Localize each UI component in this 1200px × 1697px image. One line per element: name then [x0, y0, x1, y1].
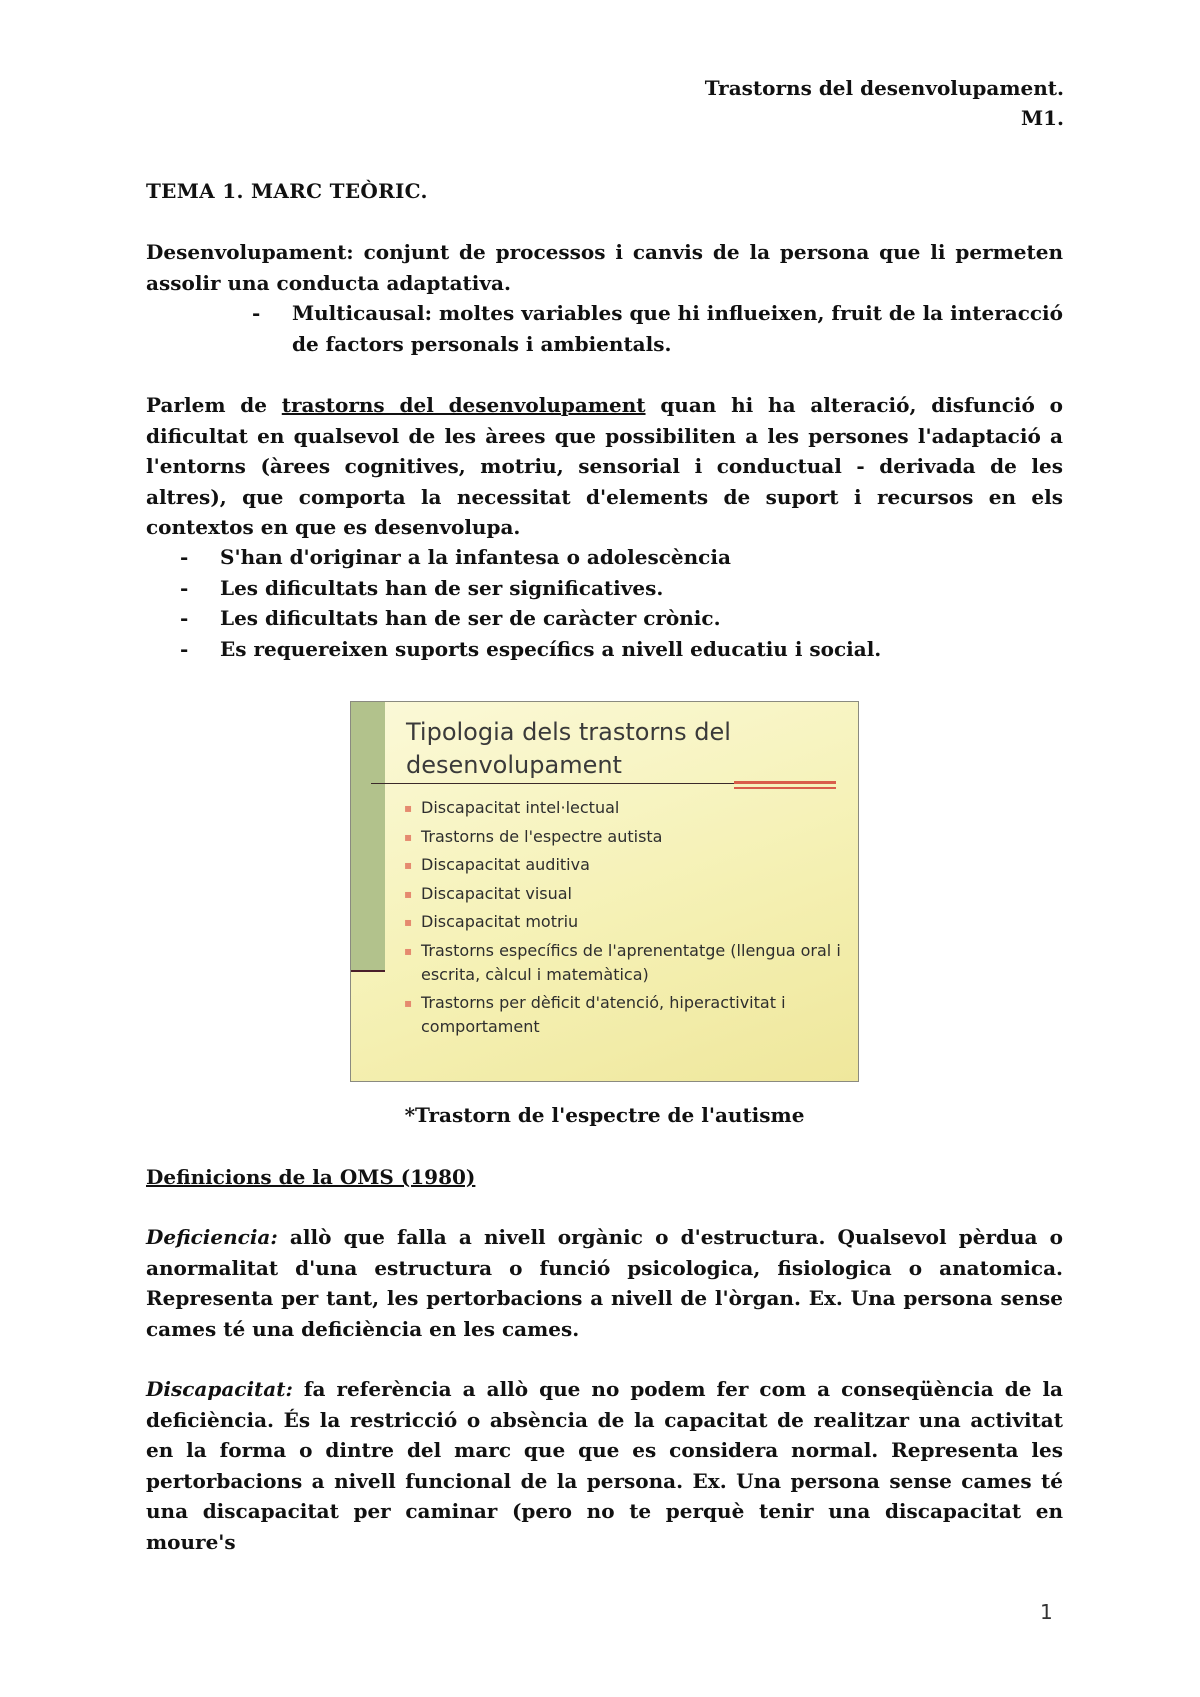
square-bullet-icon: ▪ [404, 801, 413, 815]
list-item [180, 542, 1063, 573]
paragraph-development-definition: Desenvolupament: conjunt de processos i canvis de la persona que li permeten assolir una conducta adaptativa. [146, 240, 1063, 295]
list-item-multicausal [252, 298, 1063, 359]
slide-accent-rule [734, 787, 836, 789]
square-bullet-icon: ▪ [404, 886, 413, 901]
list-dash: - [180, 606, 189, 630]
paragraph-text: allò que falla a nivell orgànic o d'estructura. Qualsevol pèrdua o anormalitat d'una estructura o funció psicologica, fisiologica o anatomica. Representa per tant, les pertorbacions a nivell de l'òrgan. Ex. Una persona sense cames té una deficiència en les cames. [146, 1225, 1063, 1341]
section-title: TEMA 1. MARC TEÒRIC. [146, 179, 428, 203]
list-item-text: S'han d'originar a la infantesa o adolescència [220, 545, 731, 569]
slide-list-item [403, 853, 843, 877]
list-dash: - [180, 575, 189, 600]
slide-list-item-text: Trastorns per dèficit d'atenció, hiperactivitat i comportament [421, 993, 786, 1036]
defined-term: Discapacitat: [146, 1377, 293, 1401]
square-bullet-icon: ▪ [404, 996, 413, 1010]
slide-accent-rule [734, 781, 836, 784]
slide-title-line: Tipologia dels trastorns del [406, 718, 731, 746]
slide-list-item [403, 882, 843, 906]
slide-list-item-text: Discapacitat intel·lectual [421, 798, 620, 817]
list-item [180, 634, 1063, 665]
slide-list-item-text: Discapacitat visual [421, 883, 572, 903]
slide-caption: *Trastorn de l'espectre de l'autisme [404, 1103, 805, 1127]
header-title: Trastorns del desenvolupament. [704, 76, 1064, 100]
slide-list-item [403, 939, 843, 987]
list-dash: - [180, 636, 189, 661]
underlined-term: trastorns del desenvolupament [281, 393, 646, 417]
slide-list-item-text: Trastorns específics de l'aprenentatge (llengua oral i escrita, càlcul i matemàtica) [421, 940, 841, 984]
paragraph-text: Parlem de [146, 393, 282, 417]
slide-list-item [403, 910, 843, 934]
slide-list-item-text: Discapacitat auditiva [421, 855, 590, 874]
square-bullet-icon: ▪ [404, 858, 413, 872]
slide-accent-line [351, 970, 385, 972]
subsection-heading: Definicions de la OMS (1980) [146, 1165, 476, 1189]
slide-accent-bar [351, 702, 385, 971]
list-dash: - [180, 545, 189, 569]
list-item [180, 573, 1063, 604]
slide-list-item [403, 991, 843, 1039]
slide-list-item-text: Discapacitat motriu [421, 912, 579, 931]
slide-bullet-list [403, 796, 843, 1044]
embedded-slide-image [350, 701, 859, 1082]
slide-list-item [403, 796, 843, 820]
list-item-text: Les dificultats han de ser significatives. [220, 575, 664, 600]
paragraph-disorders-definition [146, 390, 1063, 543]
list-item-text: Es requereixen suports específics a nivell educatiu i social. [220, 636, 882, 661]
square-bullet-icon: ▪ [404, 943, 413, 958]
defined-term: Deficiencia: [146, 1225, 278, 1249]
paragraph-discapacitat [146, 1374, 1063, 1558]
list-item [180, 603, 1063, 634]
paragraph-deficiencia [146, 1222, 1063, 1344]
paragraph-text: fa referència a allò que no podem fer com a conseqüència de la deficiència. És la restricció o absència de la capacitat de realitzar una activitat en la forma o dintre del marc que que es considera normal. Representa les pertorbacions a nivell funcional de la persona. Ex. Una persona sense cames té una discapacitat per caminar (pero no te perquè tenir una discapacitat en moure's [146, 1377, 1063, 1554]
slide-title-line: desenvolupament [406, 751, 622, 779]
paragraph-text: quan hi ha alteració, disfunció o dificultat en qualsevol de les àrees que possibiliten a les persones l'adaptació a l'entorns (àrees cognitives, motriu, sensorial i conductual - derivada de les altres), que comporta la necessitat d'elements de suport i recursos en els contextos en que es desenvolupa. [146, 393, 1063, 540]
list-item-text: Multicausal: moltes variables que hi influeixen, fruit de la interacció de factors personals i ambientals. [292, 301, 1063, 356]
square-bullet-icon: ▪ [404, 915, 413, 929]
page-number: 1 [1040, 1600, 1053, 1624]
header-module: M1. [1020, 106, 1064, 130]
slide-title [406, 716, 731, 782]
criteria-list [180, 542, 1063, 664]
slide-list-item-text: Trastorns de l'espectre autista [421, 826, 663, 846]
slide-list-item [403, 825, 843, 849]
list-dash: - [252, 301, 261, 325]
list-item-text: Les dificultats han de ser de caràcter crònic. [220, 606, 721, 630]
square-bullet-icon: ▪ [404, 829, 413, 844]
